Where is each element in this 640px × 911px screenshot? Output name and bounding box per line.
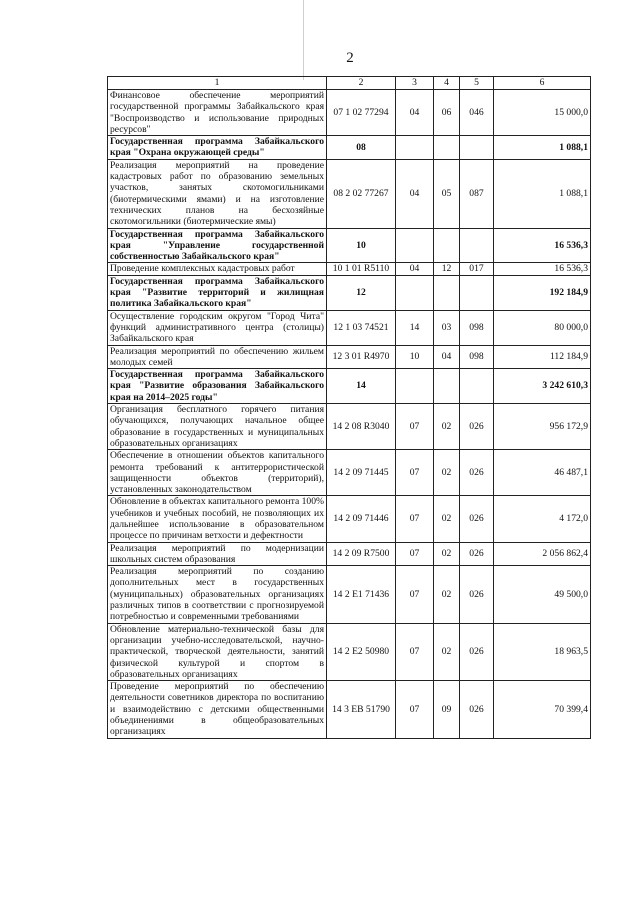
- row-col-4: 02: [434, 542, 460, 566]
- row-amount: 16 536,3: [494, 228, 591, 263]
- row-col-5: 026: [460, 404, 494, 450]
- row-amount: 70 399,4: [494, 681, 591, 738]
- row-code: 12 3 01 R4970: [327, 345, 396, 369]
- row-col-3: 07: [396, 450, 434, 496]
- row-col-4: [434, 275, 460, 310]
- row-col-4: 02: [434, 450, 460, 496]
- row-name: Обновление в объектах капитального ремонта 100% учебников и учебных пособий, не позволяющих их дальнейшее использование в образовательном процессе по причинам ветхости и дефектности: [108, 496, 327, 542]
- row-col-3: 07: [396, 566, 434, 623]
- row-amount: 46 487,1: [494, 450, 591, 496]
- table-row: [108, 159, 591, 228]
- row-col-5: [460, 136, 494, 160]
- row-col-4: [434, 369, 460, 404]
- row-col-4: 02: [434, 404, 460, 450]
- row-col-3: 07: [396, 542, 434, 566]
- header-col-5: 5: [460, 77, 494, 90]
- row-col-4: 06: [434, 90, 460, 136]
- row-col-3: 07: [396, 681, 434, 738]
- program-row: [108, 228, 591, 263]
- row-amount: 1 088,1: [494, 136, 591, 160]
- row-col-5: [460, 275, 494, 310]
- row-col-3: [396, 136, 434, 160]
- row-col-3: 07: [396, 496, 434, 542]
- row-col-5: 017: [460, 263, 494, 275]
- row-amount: 3 242 610,3: [494, 369, 591, 404]
- row-col-3: 10: [396, 345, 434, 369]
- row-amount: 112 184,9: [494, 345, 591, 369]
- row-col-4: 02: [434, 623, 460, 680]
- row-code: 14 2 09 R7500: [327, 542, 396, 566]
- row-name: Проведение мероприятий по обеспечению деятельности советников директора по воспитанию и взаимодействию с детскими общественными объединениями в общеобразовательных организациях: [108, 681, 327, 738]
- row-code: 14 2 09 71445: [327, 450, 396, 496]
- row-amount: 18 963,5: [494, 623, 591, 680]
- program-row: [108, 369, 591, 404]
- row-amount: 956 172,9: [494, 404, 591, 450]
- row-code: 08: [327, 136, 396, 160]
- row-col-3: 04: [396, 263, 434, 275]
- budget-table: [107, 76, 591, 739]
- row-code: 14 2 E1 71436: [327, 566, 396, 623]
- row-name: Обновление материально-технической базы для организации учебно-исследовательской, научно-практической, творческой деятельности, занятий физической культурой и спортом в образовательных организациях: [108, 623, 327, 680]
- row-col-4: 04: [434, 345, 460, 369]
- row-col-5: 026: [460, 496, 494, 542]
- row-col-4: 09: [434, 681, 460, 738]
- row-amount: 2 056 862,4: [494, 542, 591, 566]
- row-col-5: 098: [460, 310, 494, 345]
- row-code: 10 1 01 R5110: [327, 263, 396, 275]
- row-amount: 4 172,0: [494, 496, 591, 542]
- row-name: Государственная программа Забайкальского края "Развитие образования Забайкальского края на 2014–2025 годы": [108, 369, 327, 404]
- row-amount: 80 000,0: [494, 310, 591, 345]
- row-code: 14 2 09 71446: [327, 496, 396, 542]
- row-amount: 192 184,9: [494, 275, 591, 310]
- row-col-3: 04: [396, 90, 434, 136]
- table-row: [108, 450, 591, 496]
- row-col-3: 14: [396, 310, 434, 345]
- row-amount: 16 536,3: [494, 263, 591, 275]
- row-code: 07 1 02 77294: [327, 90, 396, 136]
- row-col-4: [434, 228, 460, 263]
- row-col-5: 087: [460, 159, 494, 228]
- row-col-3: [396, 369, 434, 404]
- row-name: Реализация мероприятий на проведение кадастровых работ по образованию земельных участков, занятых скотомогильниками (биотермическими ямами) и на изготовление технических планов на бесхозяйные скотомогильники (биотермические ямы): [108, 159, 327, 228]
- row-code: 14 2 08 R3040: [327, 404, 396, 450]
- row-name: Финансовое обеспечение мероприятий государственной программы Забайкальского края "Воспроизводство и использование природных ресурсов": [108, 90, 327, 136]
- row-name: Реализация мероприятий по созданию дополнительных мест в государственных (муниципальных) образовательных организациях различных типов в соответствии с прогнозируемой потребностью и современными требованиями: [108, 566, 327, 623]
- row-col-4: [434, 136, 460, 160]
- header-col-1: 1: [108, 77, 327, 90]
- row-name: Государственная программа Забайкальского края "Управление государственной собственностью Забайкальского края": [108, 228, 327, 263]
- row-name: Реализация мероприятий по обеспечению жильем молодых семей: [108, 345, 327, 369]
- header-col-2: 2: [327, 77, 396, 90]
- row-name: Реализация мероприятий по модернизации школьных систем образования: [108, 542, 327, 566]
- row-col-5: 098: [460, 345, 494, 369]
- row-col-3: [396, 228, 434, 263]
- row-name: Обеспечение в отношении объектов капитального ремонта требований к антитеррористической защищенности объектов (территорий), установленных законодательством: [108, 450, 327, 496]
- row-amount: 15 000,0: [494, 90, 591, 136]
- row-name: Проведение комплексных кадастровых работ: [108, 263, 327, 275]
- header-col-6: 6: [494, 77, 591, 90]
- row-col-5: 026: [460, 566, 494, 623]
- row-name: Государственная программа Забайкальского края "Развитие территорий и жилищная политика Забайкальского края": [108, 275, 327, 310]
- row-col-5: 026: [460, 542, 494, 566]
- program-row: [108, 275, 591, 310]
- row-code: 12 1 03 74521: [327, 310, 396, 345]
- table-row: [108, 310, 591, 345]
- row-code: 14: [327, 369, 396, 404]
- row-code: 14 3 EB 51790: [327, 681, 396, 738]
- row-amount: 1 088,1: [494, 159, 591, 228]
- row-col-3: [396, 275, 434, 310]
- row-col-3: 07: [396, 404, 434, 450]
- table-row: [108, 90, 591, 136]
- row-col-4: 12: [434, 263, 460, 275]
- table-row: [108, 345, 591, 369]
- row-col-3: 04: [396, 159, 434, 228]
- row-col-4: 03: [434, 310, 460, 345]
- table-row: [108, 404, 591, 450]
- row-code: 08 2 02 77267: [327, 159, 396, 228]
- table-row: [108, 542, 591, 566]
- row-code: 10: [327, 228, 396, 263]
- row-col-5: [460, 369, 494, 404]
- table-row: [108, 623, 591, 680]
- scan-margin-line: [303, 0, 304, 80]
- table-row: [108, 496, 591, 542]
- row-code: 14 2 E2 50980: [327, 623, 396, 680]
- row-col-4: 02: [434, 566, 460, 623]
- table-row: [108, 681, 591, 738]
- table-row: [108, 566, 591, 623]
- page-number: 2: [346, 50, 354, 66]
- header-col-3: 3: [396, 77, 434, 90]
- row-name: Организация бесплатного горячего питания обучающихся, получающих начальное общее образование в государственных и муниципальных образовательных организациях: [108, 404, 327, 450]
- row-col-5: 026: [460, 623, 494, 680]
- row-col-4: 02: [434, 496, 460, 542]
- table-header-row: [108, 77, 591, 90]
- row-col-3: 07: [396, 623, 434, 680]
- row-code: 12: [327, 275, 396, 310]
- row-col-5: 046: [460, 90, 494, 136]
- row-name: Осуществление городским округом "Город Чита" функций административного центра (столицы) Забайкальского края: [108, 310, 327, 345]
- program-row: [108, 136, 591, 160]
- table-row: [108, 263, 591, 275]
- row-col-5: [460, 228, 494, 263]
- header-col-4: 4: [434, 77, 460, 90]
- row-name: Государственная программа Забайкальского края "Охрана окружающей среды": [108, 136, 327, 160]
- row-amount: 49 500,0: [494, 566, 591, 623]
- row-col-4: 05: [434, 159, 460, 228]
- row-col-5: 026: [460, 450, 494, 496]
- row-col-5: 026: [460, 681, 494, 738]
